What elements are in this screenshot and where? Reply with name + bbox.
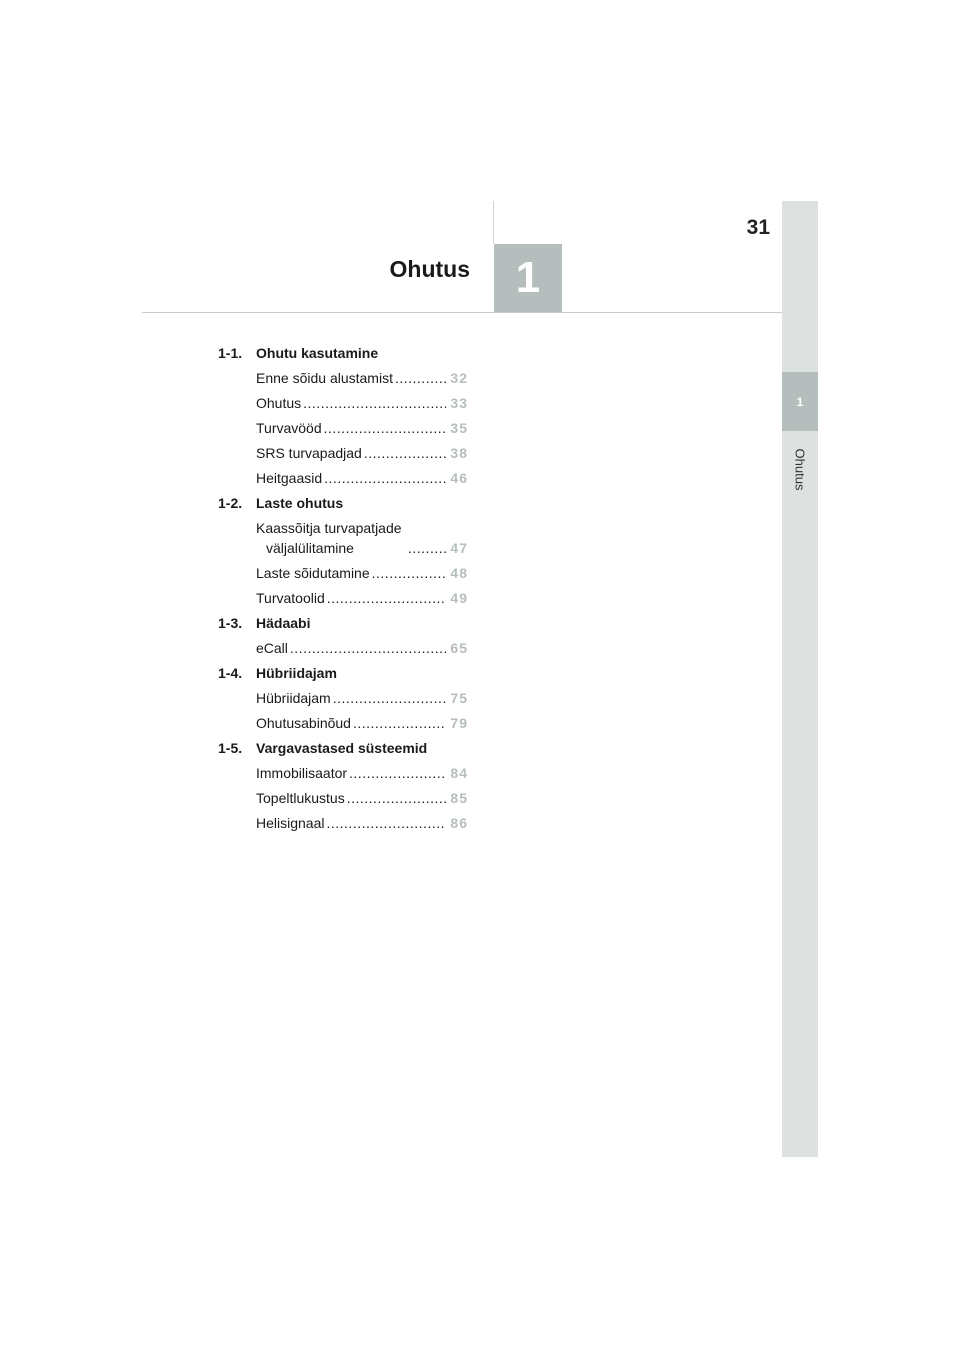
toc-entry[interactable] — [256, 713, 468, 733]
entry-page-link[interactable]: 46 — [450, 470, 468, 486]
entry-label: Laste sõidutamine — [256, 565, 370, 581]
toc-entry[interactable] — [256, 443, 468, 463]
toc-entry[interactable] — [256, 588, 468, 608]
toc-section-heading[interactable] — [218, 493, 468, 513]
toc-entry[interactable] — [256, 418, 468, 438]
entry-page-link[interactable]: 75 — [450, 690, 468, 706]
entry-page-link[interactable]: 65 — [450, 640, 468, 656]
dot-leader — [364, 443, 446, 463]
toc-entry[interactable] — [256, 518, 468, 558]
header-divider-horizontal — [142, 312, 782, 313]
toc-section-heading[interactable] — [218, 613, 468, 633]
entry-page-link[interactable]: 32 — [450, 370, 468, 386]
entry-label-line2: väljalülitamine — [266, 540, 354, 556]
entry-page-link[interactable]: 33 — [450, 395, 468, 411]
entry-label-line1: Kaassõitja turvapatjade — [256, 520, 402, 536]
dot-leader — [408, 538, 446, 558]
entry-label: Ohutusabinõud — [256, 715, 351, 731]
entry-page-link[interactable]: 48 — [450, 565, 468, 581]
toc-section-heading[interactable] — [218, 738, 468, 758]
entry-label: Hübriidajam — [256, 690, 331, 706]
side-chapter-label-text: Ohutus — [792, 448, 808, 490]
entry-page-link[interactable]: 38 — [450, 445, 468, 461]
section-number: 1-5. — [218, 740, 243, 756]
section-number: 1-2. — [218, 495, 243, 511]
section-number: 1-3. — [218, 615, 243, 631]
entry-label: Ohutus — [256, 395, 302, 411]
entry-label: Helisignaal — [256, 815, 325, 831]
entry-label: Turvatoolid — [256, 590, 325, 606]
section-title: Vargavastased süsteemid — [256, 740, 428, 756]
section-number: 1-4. — [218, 665, 243, 681]
toc-entry[interactable] — [256, 468, 468, 488]
toc-entry[interactable] — [256, 368, 468, 388]
toc-section-heading[interactable] — [218, 663, 468, 683]
section-title: Hädaabi — [256, 615, 311, 631]
entry-page-link[interactable]: 84 — [450, 765, 468, 781]
section-title: Hübriidajam — [256, 665, 337, 681]
page-number: 31 — [746, 216, 770, 239]
entry-label: eCall — [256, 640, 288, 656]
table-of-contents — [218, 343, 468, 838]
chapter-number-box: 1 — [494, 244, 562, 312]
toc-entry[interactable] — [256, 763, 468, 783]
dot-leader — [324, 418, 446, 438]
dot-leader — [372, 563, 446, 583]
entry-label: Enne sõidu alustamist — [256, 370, 393, 386]
side-index-strip — [782, 201, 818, 1157]
section-title: Laste ohutus — [256, 495, 344, 511]
toc-entry[interactable] — [256, 813, 468, 833]
dot-leader — [347, 788, 446, 808]
section-title: Ohutu kasutamine — [256, 345, 379, 361]
toc-entry[interactable] — [256, 563, 468, 583]
dot-leader — [333, 688, 446, 708]
dot-leader — [303, 393, 446, 413]
entry-label: Immobilisaator — [256, 765, 348, 781]
dot-leader — [290, 638, 446, 658]
toc-entry[interactable] — [256, 688, 468, 708]
toc-entry[interactable] — [256, 788, 468, 808]
dot-leader — [326, 813, 446, 833]
dot-leader — [395, 368, 446, 388]
entry-page-link[interactable]: 47 — [450, 540, 468, 556]
entry-label: Topeltlukustus — [256, 790, 345, 806]
entry-page-link[interactable]: 79 — [450, 715, 468, 731]
side-chapter-label — [778, 439, 822, 499]
entry-label: Turvavööd — [256, 420, 322, 436]
side-chapter-tab[interactable]: 1 — [782, 372, 818, 431]
entry-label: SRS turvapadjad — [256, 445, 362, 461]
entry-page-link[interactable]: 49 — [450, 590, 468, 606]
toc-entry[interactable] — [256, 638, 468, 658]
header-divider-vertical — [493, 201, 494, 244]
section-number: 1-1. — [218, 345, 243, 361]
dot-leader — [353, 713, 446, 733]
chapter-title: Ohutus — [389, 256, 470, 282]
entry-page-link[interactable]: 86 — [450, 815, 468, 831]
toc-section-heading[interactable] — [218, 343, 468, 363]
entry-label: Heitgaasid — [256, 470, 323, 486]
toc-entry[interactable] — [256, 393, 468, 413]
entry-label — [256, 518, 406, 558]
entry-page-link[interactable]: 35 — [450, 420, 468, 436]
dot-leader — [349, 763, 446, 783]
dot-leader — [327, 588, 446, 608]
dot-leader — [324, 468, 446, 488]
entry-page-link[interactable]: 85 — [450, 790, 468, 806]
